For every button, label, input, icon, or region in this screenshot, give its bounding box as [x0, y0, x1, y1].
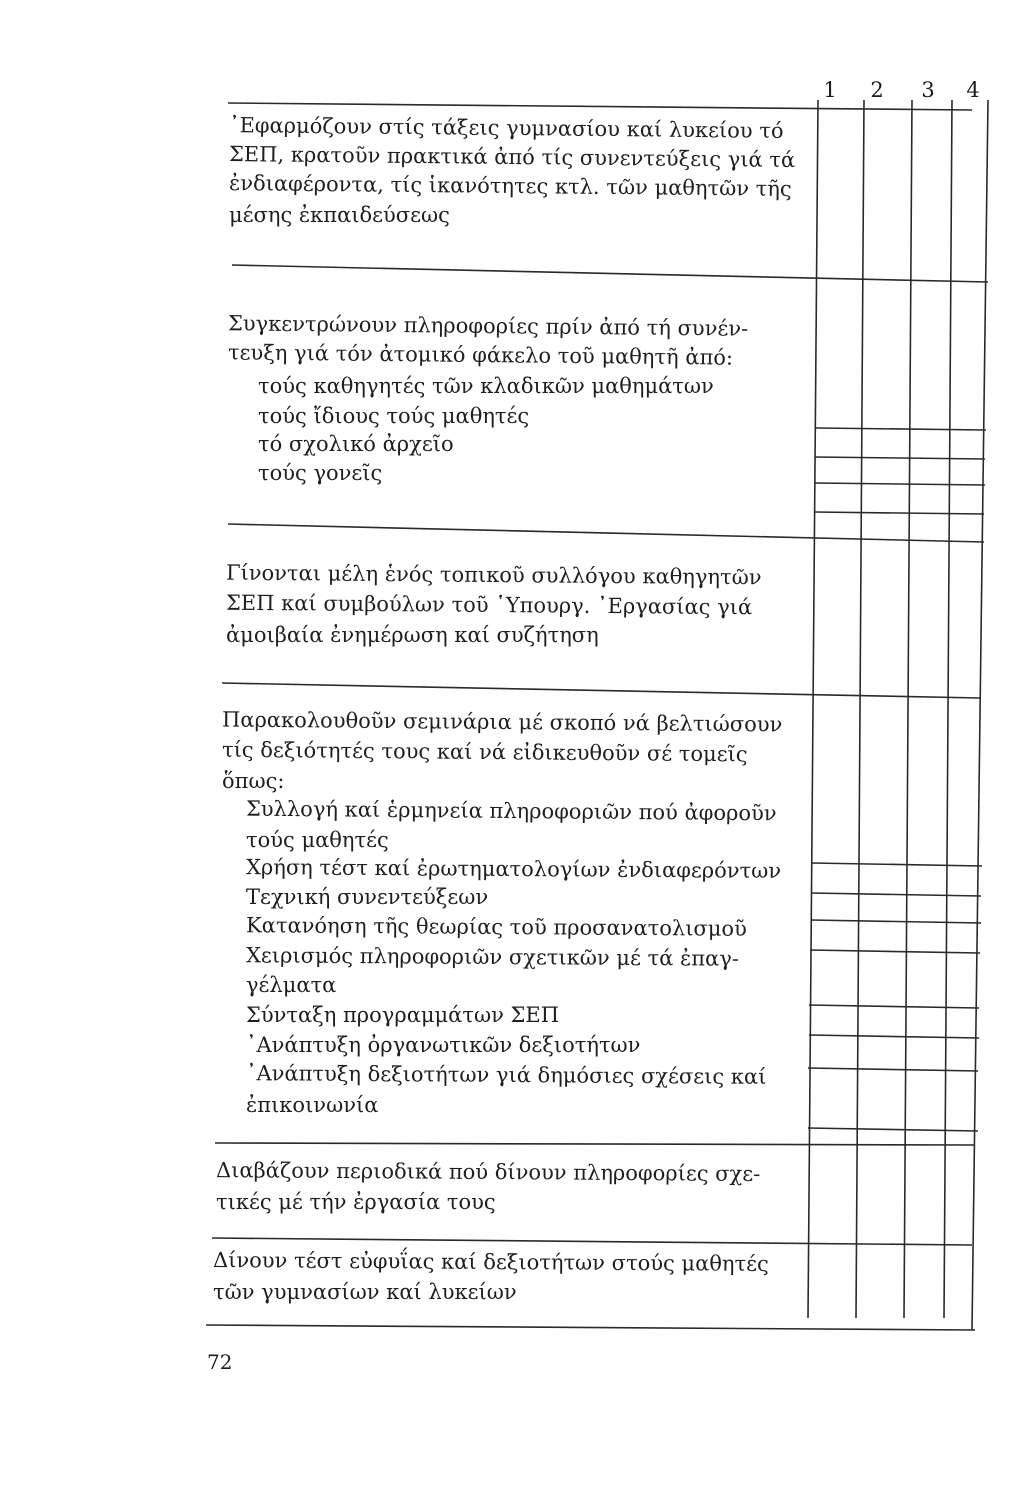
- column-header-2: 2: [870, 78, 884, 102]
- section-1-line-1: ᾿Εφαρμόζουν στίς τάξεις γυμνασίου καί λυκείου τό: [228, 113, 784, 143]
- section-5-line-1: Διαβάζουν περιοδικά πού δίνουν πληροφορίες σχε-: [215, 1158, 761, 1186]
- section-3-line-2: ΣΕΠ καί συμβούλων τοῦ ῾Υπουργ. ᾿Εργασίας γιά: [225, 590, 753, 620]
- section-4-item-7: γέλματα: [246, 973, 337, 997]
- section-4-item-3: Χρήση τέστ καί ἐρωτηματολογίων ἐνδιαφερόντων: [245, 855, 782, 883]
- section-4-item-2: τούς μαθητές: [246, 828, 389, 852]
- section-2-item-4: τούς γονεῖς: [258, 461, 383, 485]
- section-4-line-3: ὅπως:: [222, 769, 285, 793]
- section-2-line-1: Συγκεντρώνουν πληροφορίες πρίν ἀπό τή συνέν-: [227, 311, 749, 341]
- section-3-line-3: ἀμοιβαία ἐνημέρωση καί συζήτηση: [226, 623, 599, 647]
- section-4-line-1: Παρακολουθοῦν σεμινάρια μέ σκοπό νά βελτιώσουν: [221, 707, 783, 737]
- column-header-3: 3: [921, 78, 935, 102]
- section-2-item-3: τό σχολικό ἀρχεῖο: [258, 432, 454, 456]
- column-header-1: 1: [823, 78, 837, 102]
- section-1-line-2: ΣΕΠ, κρατοῦν πρακτικά ἀπό τίς συνεντεύξεις γιά τά: [228, 142, 796, 172]
- section-2-line-2: τευξη γιά τόν ἀτομικό φάκελο τοῦ μαθητῆ ἀπό:: [227, 340, 734, 370]
- section-4-item-9: ᾿Ανάπτυξη ὀργανωτικῶν δεξιοτήτων: [246, 1033, 641, 1057]
- section-4-item-1: Συλλογή καί ἑρμηνεία πληροφοριῶν πού ἀφοροῦν: [245, 796, 777, 826]
- section-5-line-2: τικές μέ τήν ἐργασία τους: [216, 1190, 496, 1214]
- column-header-4: 4: [966, 78, 980, 102]
- section-6-line-2: τῶν γυμνασίων καί λυκείων: [213, 1280, 517, 1304]
- section-1-line-4: μέσης ἐκπαιδεύσεως: [229, 203, 450, 227]
- section-4-line-2: τίς δεξιότητές τους καί νά εἰδικευθοῦν σέ τομεῖς: [221, 737, 748, 767]
- section-4-item-4: Τεχνική συνεντεύξεων: [246, 885, 489, 909]
- section-1-line-3: ἐνδιαφέροντα, τίς ἱκανότητες κτλ. τῶν μαθητῶν τῆς: [228, 171, 792, 201]
- section-4-item-10: ᾿Ανάπτυξη δεξιοτήτων γιά δημόσιες σχέσεις καί: [245, 1061, 767, 1089]
- section-2-item-1: τούς καθηγητές τῶν κλαδικῶν μαθημάτων: [258, 374, 714, 398]
- page-number: 72: [207, 1350, 233, 1374]
- section-2-item-2: τούς ἴδιους τούς μαθητές: [258, 404, 530, 428]
- section-4-item-8: Σύνταξη προγραμμάτων ΣΕΠ: [246, 1003, 560, 1027]
- section-3-line-1: Γίνονται μέλη ἑνός τοπικοῦ συλλόγου καθηγητῶν: [225, 560, 762, 590]
- section-6-line-1: Δίνουν τέστ εὐφυΐας καί δεξιοτήτων στούς μαθητές: [212, 1248, 769, 1276]
- section-4-item-5: Κατανόηση τῆς θεωρίας τοῦ προσανατολισμοῦ: [245, 913, 747, 941]
- section-4-item-11: ἐπικοινωνία: [246, 1093, 379, 1117]
- section-4-item-6: Χειρισμός πληροφοριῶν σχετικῶν μέ τά ἐπαγ-: [245, 943, 740, 971]
